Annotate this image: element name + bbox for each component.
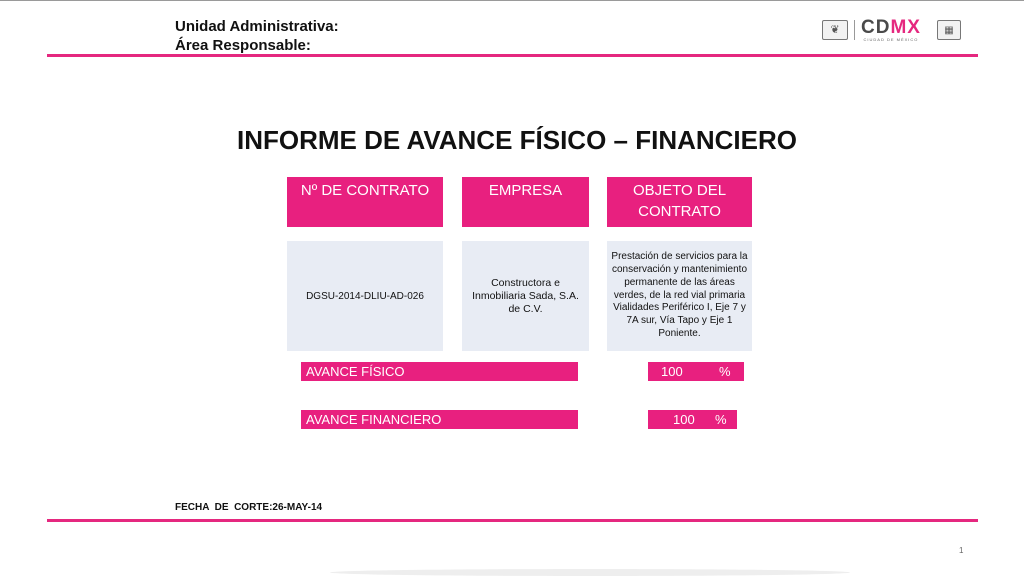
cell-contrato	[287, 241, 443, 351]
footer-divider	[47, 519, 978, 522]
page-number: 1	[959, 546, 964, 555]
avance-fisico-value-box	[648, 362, 744, 381]
avance-fisico-value: 100	[661, 364, 683, 379]
header-logos	[822, 18, 961, 42]
page-title: INFORME DE AVANCE FÍSICO – FINANCIERO	[237, 125, 797, 155]
contrato-number: DGSU-2014-DLIU-AD-026	[306, 290, 424, 302]
logo-subtitle: CIUDAD DE MÉXICO	[863, 37, 919, 42]
header-numero-contrato: Nº DE CONTRATO	[287, 177, 443, 227]
unidad-administrativa-label: Unidad Administrativa:	[175, 18, 339, 35]
header-labels	[175, 17, 339, 55]
cell-empresa	[462, 241, 589, 351]
coat-of-arms-icon: ❦	[822, 20, 848, 40]
avance-financiero-percent: %	[715, 412, 727, 427]
logo-divider	[854, 20, 855, 40]
cdmx-logo	[861, 18, 921, 42]
avance-fisico-percent: %	[719, 364, 731, 379]
logo-mx-text: MX	[890, 17, 921, 38]
logo-cd-text: CD	[861, 17, 891, 38]
header-empresa: EMPRESA	[462, 177, 589, 227]
objeto-description: Prestación de servicios para la conservación y mantenimiento permanente de las áreas verdes, de la red vial primaria Vialidades Periférico I, Eje 7 y 7A sur, Vía Tapo y Eje 1 Poniente.	[611, 250, 748, 340]
area-responsable-label: Área Responsable:	[175, 37, 311, 54]
cell-objeto	[607, 241, 752, 351]
empresa-name: Constructora e Inmobiliaria Sada, S.A. de C.V.	[472, 276, 579, 315]
fecha-de-corte: FECHA DE CORTE:26-MAY-14	[175, 502, 323, 513]
header-objeto-text: OBJETO DEL CONTRATO	[632, 182, 727, 220]
avance-financiero-value: 100	[673, 412, 695, 427]
avance-financiero-label: AVANCE FINANCIERO	[301, 410, 578, 429]
avance-financiero-value-box	[648, 410, 737, 429]
avance-fisico-label: AVANCE FÍSICO	[301, 362, 578, 381]
slide-shadow	[330, 569, 850, 576]
header-objeto-contrato	[607, 177, 752, 227]
agency-emblem-icon: ▦	[937, 20, 961, 40]
top-border	[0, 0, 1024, 1]
header-divider	[47, 54, 978, 57]
